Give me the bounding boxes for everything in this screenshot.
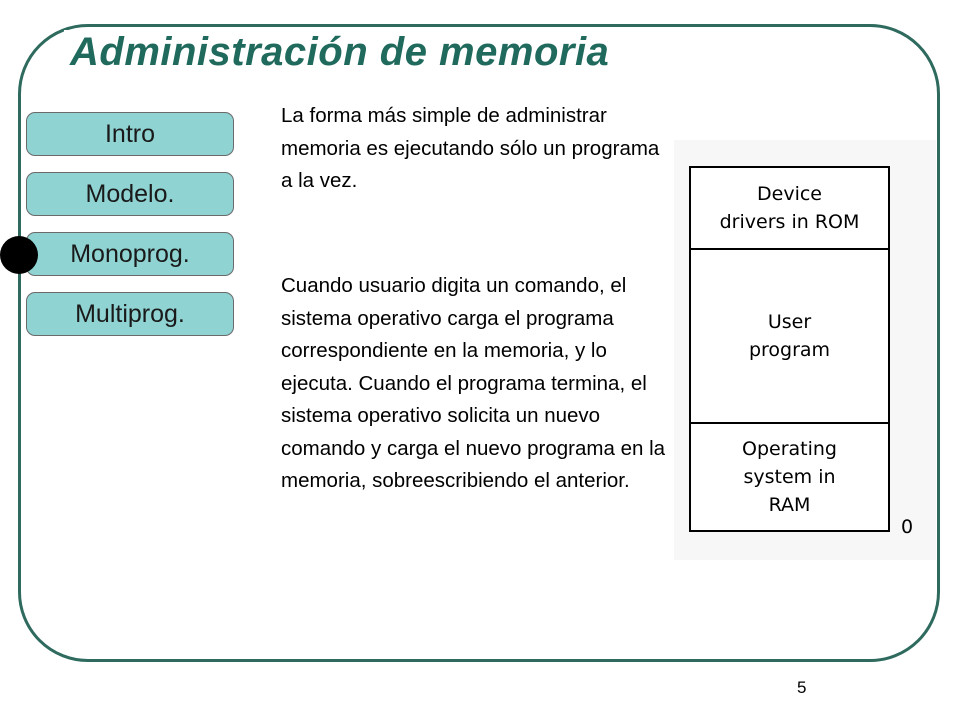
nav-button-intro[interactable]: Intro bbox=[26, 112, 234, 156]
nav-button-multiprog[interactable]: Multiprog. bbox=[26, 292, 234, 336]
paragraph-intro: La forma más simple de administrar memoria es ejecutando sólo un programa a la vez. bbox=[281, 104, 660, 192]
memory-layout-diagram bbox=[689, 166, 890, 532]
paragraph-explanation: Cuando usuario digita un comando, el sistema operativo carga el programa correspondiente en la memoria, y lo ejecuta. Cuando el programa termina, el sistema operativo solicita un nuevo comando y carga el nuevo programa en la memoria, sobreescribiendo el anterior. bbox=[281, 274, 666, 492]
page-number: 5 bbox=[797, 678, 807, 697]
nav-button-monoprog[interactable]: Monoprog. bbox=[26, 232, 234, 276]
memory-segment-operating-system: Operating system in RAM bbox=[742, 438, 837, 516]
active-section-bullet-icon bbox=[0, 236, 38, 274]
nav-button-modelo[interactable]: Modelo. bbox=[26, 172, 234, 216]
memory-address-zero-label: 0 bbox=[901, 516, 914, 538]
memory-segment-device-drivers: Device drivers in ROM bbox=[691, 168, 888, 250]
memory-segment-user-program: User program bbox=[691, 250, 888, 424]
slide-title: Administración de memoria bbox=[64, 30, 615, 75]
